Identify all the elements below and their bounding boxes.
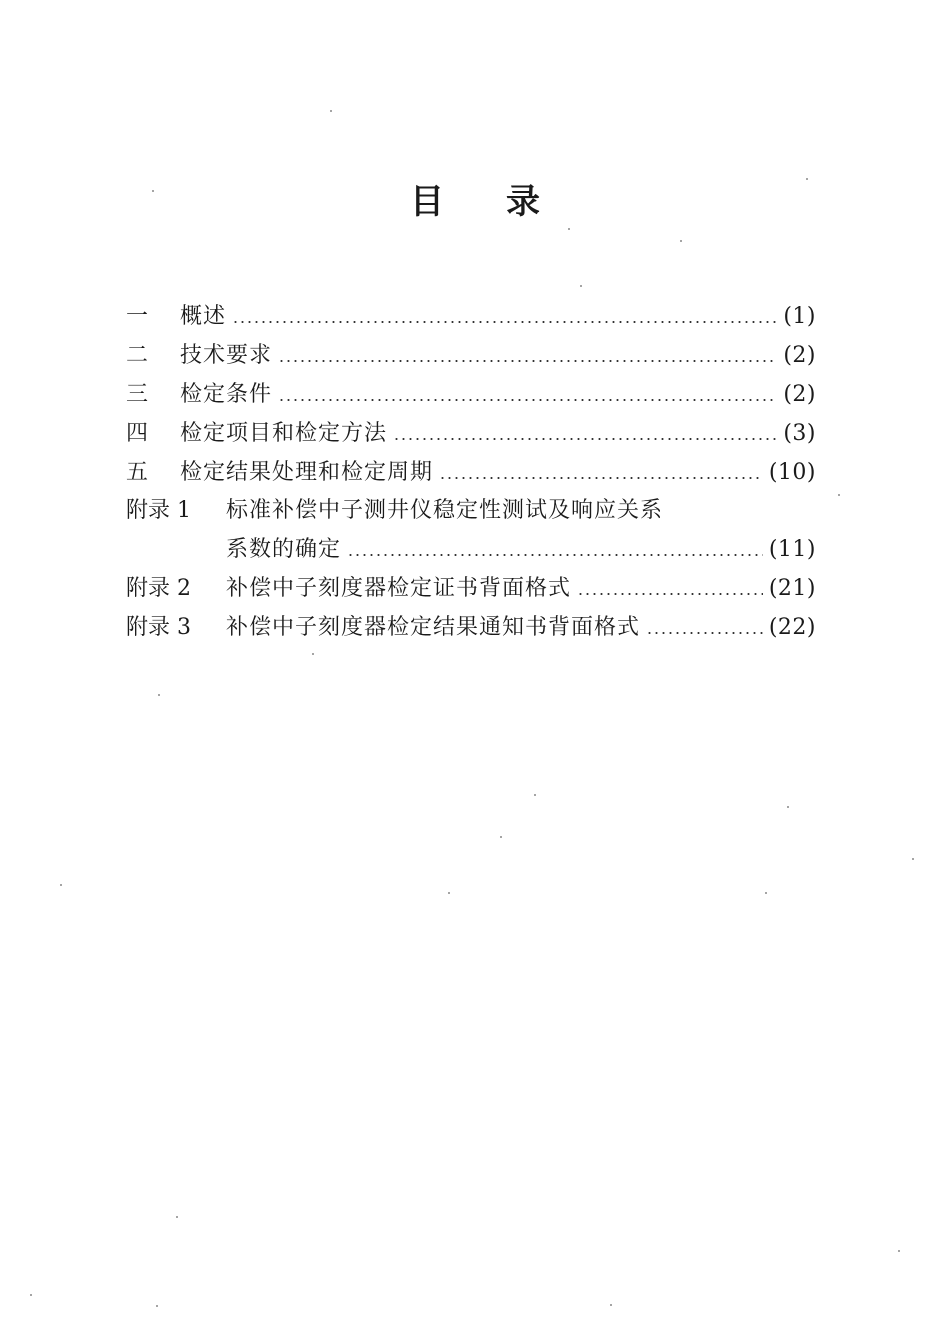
scan-speck: [580, 285, 582, 287]
scan-speck: [152, 190, 154, 192]
toc-entry-number: 一: [126, 304, 149, 330]
toc-entry-number: 附录 1: [126, 498, 191, 524]
dot-leader: [577, 593, 763, 595]
toc-entry-3[interactable]: [126, 376, 816, 415]
toc-entry-6-continuation[interactable]: [126, 531, 816, 570]
page-title: [0, 178, 950, 226]
toc-entry-page: (11): [768, 537, 816, 563]
scan-speck: [534, 794, 536, 796]
dot-leader: [439, 477, 763, 479]
table-of-contents: [126, 298, 816, 647]
scan-speck: [838, 494, 840, 496]
scan-speck: [610, 1304, 612, 1306]
toc-entry-label: 检定结果处理和检定周期: [180, 459, 434, 485]
scan-speck: [176, 1216, 178, 1218]
toc-entry-7[interactable]: [126, 570, 816, 609]
title-char-2: 录: [506, 182, 540, 222]
scan-speck: [898, 1250, 900, 1252]
toc-entry-label: 检定条件: [180, 381, 273, 407]
toc-entry-label: 补偿中子刻度器检定结果通知书背面格式: [226, 614, 641, 640]
scan-speck: [312, 653, 314, 655]
toc-entry-number: 附录 3: [126, 614, 191, 640]
toc-entry-label: 技术要求: [180, 343, 273, 369]
toc-entry-2[interactable]: [126, 337, 816, 376]
toc-entry-1[interactable]: [126, 298, 816, 337]
toc-entry-number: 四: [126, 420, 149, 446]
toc-entry-number: 三: [126, 381, 149, 407]
toc-entry-label: 检定项目和检定方法: [180, 420, 388, 446]
dot-leader: [278, 360, 777, 362]
dot-leader: [347, 554, 763, 556]
dot-leader: [278, 399, 777, 401]
scan-speck: [60, 884, 62, 886]
toc-entry-label: 补偿中子刻度器检定证书背面格式: [226, 575, 572, 601]
scan-speck: [680, 240, 682, 242]
scan-speck: [806, 178, 808, 180]
toc-entry-number: 附录 2: [126, 575, 191, 601]
dot-leader: [646, 632, 763, 634]
scan-speck: [158, 694, 160, 696]
toc-entry-page: (22): [768, 614, 816, 640]
scan-speck: [912, 858, 914, 860]
scan-speck: [500, 836, 502, 838]
toc-entry-8[interactable]: [126, 608, 816, 647]
toc-entry-page: (1): [783, 304, 816, 330]
scan-speck: [30, 1294, 32, 1296]
toc-entry-page: (10): [768, 459, 816, 485]
scan-speck: [330, 110, 332, 112]
toc-entry-label-continued: 系数的确定: [226, 537, 342, 563]
toc-entry-4[interactable]: [126, 414, 816, 453]
toc-entry-page: (21): [768, 575, 816, 601]
toc-entry-number: 五: [126, 459, 149, 485]
scan-speck: [448, 892, 450, 894]
toc-entry-page: (3): [783, 420, 816, 446]
toc-entry-label: 概述: [180, 304, 227, 330]
dot-leader: [232, 321, 777, 323]
toc-entry-page: (2): [783, 381, 816, 407]
toc-entry-6[interactable]: [126, 492, 816, 531]
toc-entry-page: (2): [783, 343, 816, 369]
toc-entry-label: 标准补偿中子测井仪稳定性测试及响应关系: [226, 498, 664, 524]
dot-leader: [393, 438, 777, 440]
scan-speck: [156, 1305, 158, 1307]
scan-speck: [765, 892, 767, 894]
scan-speck: [568, 228, 570, 230]
scan-speck: [787, 806, 789, 808]
title-char-1: 目: [410, 182, 444, 222]
toc-entry-5[interactable]: [126, 453, 816, 492]
toc-entry-number: 二: [126, 343, 149, 369]
